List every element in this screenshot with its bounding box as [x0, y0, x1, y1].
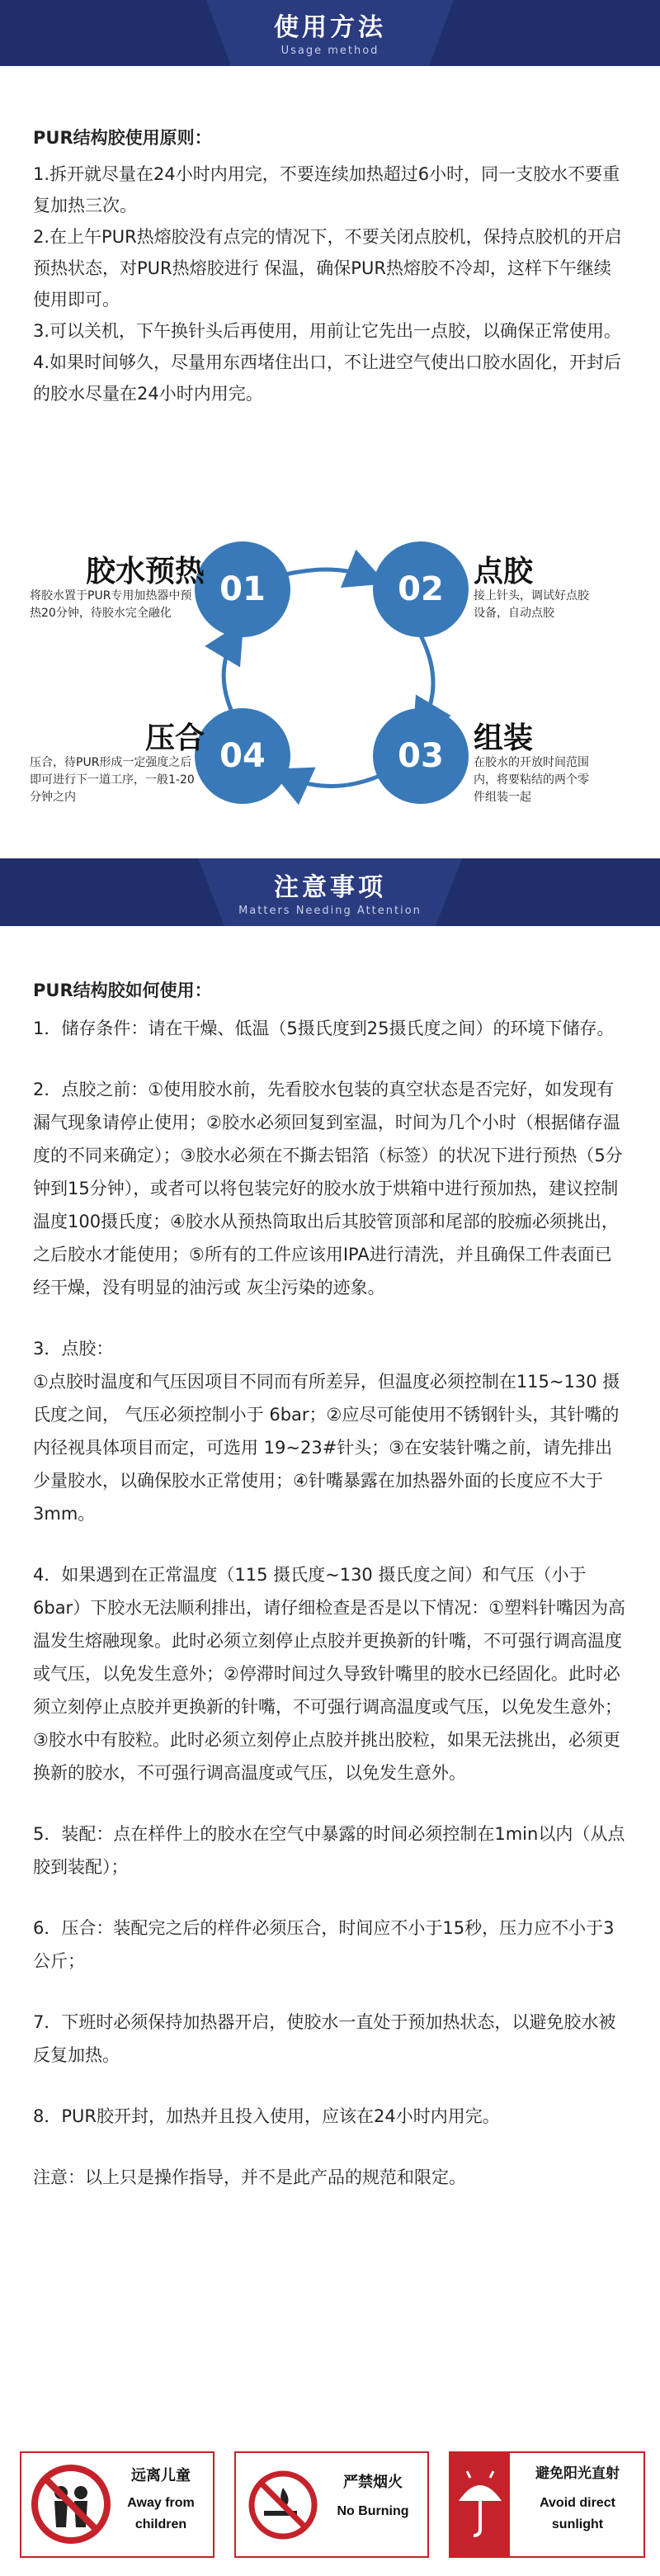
notes-banner-subtitle: Matters Needing Attention [238, 905, 422, 917]
step-circle-01: 01 [195, 541, 290, 637]
usage-banner-title: 使用方法 [274, 13, 386, 42]
notes-paragraph: 1．储存条件：请在干燥、低温（5摄氏度到25摄氏度之间）的环境下储存。 [33, 1019, 615, 1038]
no-fire-icon [246, 2468, 320, 2542]
usage-principles-heading: PUR结构胶使用原则： [33, 128, 212, 148]
children-prohibited-icon [30, 2463, 112, 2545]
sign-label-en: No Burning [337, 2504, 409, 2518]
step-circle-03: 03 [373, 708, 469, 804]
notes-heading: PUR结构胶如何使用： [33, 981, 212, 1000]
warning-sign-sunlight [449, 2451, 645, 2558]
sign-label-en: children [134, 2517, 187, 2531]
step-circle-02: 02 [373, 541, 469, 637]
notes-paragraph: 5．装配：点在样件上的胶水在空气中暴露的时间必须控制在1min以内（从点胶到装配）； [33, 1824, 625, 1877]
step-title-02: 点胶 [474, 555, 534, 588]
usage-principle-item: 3.可以关机，下午换针头后再使用，用前让它先出一点胶，以确保正常使用。 [33, 321, 622, 341]
notes-body [33, 974, 627, 2194]
notes-disclaimer: 注意：以上只是操作指导，并不是此产品的规范和限定。 [33, 2167, 466, 2187]
umbrella-icon-box [450, 2453, 510, 2556]
notes-paragraph: 6．压合：装配完之后的样件必须压合，时间应不小于15秒，压力应不小于3公斤； [33, 1918, 615, 1971]
usage-banner [0, 0, 660, 66]
usage-principles [33, 122, 627, 409]
notes-paragraph: 4．如果遇到在正常温度（115 摄氏度~130 摄氏度之间）和气压（小于 6bar）下胶水无法顺利排出，请仔细检查是否是以下情况：①塑料针嘴因为高温发生熔融现象。此时必须立刻停止点胶并更换新的针嘴，不可强行调高温度或气压，以免发生意外；②停滞时间过久导致针嘴里的胶水已经固化。此时必须立刻停止点胶并更换新的针嘴，不可强行调高温度或气压，以免发生意外；③胶水中有胶粒。此时必须立刻停止点胶并挑出胶粒，如果无法挑出，必须更换新的胶水，不可强行调高温度或气压，以免发生意外。 [33, 1565, 626, 1783]
step-desc-03: 在胶水的开放时间范围内，将要粘结的两个零件组装一起 [474, 756, 589, 804]
cycle-arrow-bottom [285, 776, 380, 787]
notes-banner-title: 注意事项 [274, 873, 386, 902]
usage-principle-item: 2.在上午PUR热熔胶没有点完的情况下，不要关闭点胶机，保持点胶机的开启预热状态，对PUR热熔胶进行 保温，确保PUR热熔胶不冷却，这样下午继续使用即可。 [33, 227, 622, 310]
notes-paragraph: 3．点胶： ①点胶时温度和气压因项目不同而有所差异，但温度必须控制在115~130 摄氏度之间， 气压必须控制小于 6bar；②应尽可能使用不锈钢针头，其针嘴的内径视具体项目而定，可选用 19~23#针头；③在安装针嘴之前，请先排出少量胶水，以确保胶水正常使用；④针嘴暴露在加热器外面的长度应不大于3mm。 [33, 1339, 620, 1524]
step-title-03: 组装 [474, 721, 534, 755]
step-desc-01: 将胶水置于PUR专用加热器中预热20分钟，待胶水完全融化 [30, 589, 192, 620]
step-circle-04: 04 [195, 708, 290, 804]
step-desc-04: 压合，待PUR形成一定强度之后即可进行下一道工序，一般1-20分钟之内 [30, 756, 195, 804]
warning-signs [0, 2451, 660, 2563]
notes-paragraph: 2．点胶之前：①使用胶水前，先看胶水包装的真空状态是否完好，如发现有漏气现象请停止使用；②胶水必须回复到室温，时间为几个小时（根据储存温度的不同来确定）；③胶水必须在不撕去铝箔（标签）的状况下进行预热（5分钟到15分钟），或者可以将包装完好的胶水放于烘箱中进行预加热，建议控制温度100摄氏度；④胶水从预热筒取出后其胶管顶部和尾部的胶痂必须挑出，之后胶水才能使用；⑤所有的工件应该用IPA进行清洗，并且确保工件表面已经干燥，没有明显的油污或 灰尘污染的迹象。 [33, 1080, 623, 1297]
warning-sign-no-fire [234, 2451, 429, 2558]
notes-banner [0, 858, 660, 926]
notes-paragraph: 7．下班时必须保持加热器开启，使胶水一直处于预加热状态，以避免胶水被反复加热。 [33, 2012, 616, 2065]
sign-label-cn: 远离儿童 [131, 2467, 191, 2484]
sign-label-cn: 严禁烟火 [343, 2474, 403, 2490]
step-title-01: 胶水预热 [86, 555, 205, 588]
sign-label-cn: 避免阳光直射 [535, 2465, 620, 2481]
usage-principle-item: 4.如果时间够久，尽量用东西堵住出口，不让进空气使出口胶水固化，开封后的胶水尽量在24小时内用完。 [33, 352, 622, 404]
sign-label-en: sunlight [551, 2517, 604, 2531]
sign-label-en: Away from [127, 2496, 195, 2510]
step-title-04: 压合 [145, 721, 205, 755]
usage-principle-item: 1.拆开就尽量在24小时内用完，不要连续加热超过6小时，同一支胶水不要重复加热三次。 [33, 164, 620, 215]
umbrella-icon [450, 2453, 510, 2556]
process-cycle-diagram [0, 512, 660, 825]
warning-sign-children [20, 2451, 214, 2558]
notes-paragraph: 8．PUR胶开封，加热并且投入使用，应该在24小时内用完。 [33, 2106, 500, 2126]
step-desc-02: 接上针头，调试好点胶设备，自动点胶 [474, 589, 589, 620]
usage-banner-subtitle: Usage method [280, 45, 380, 57]
sign-label-en: Avoid direct [540, 2496, 615, 2510]
